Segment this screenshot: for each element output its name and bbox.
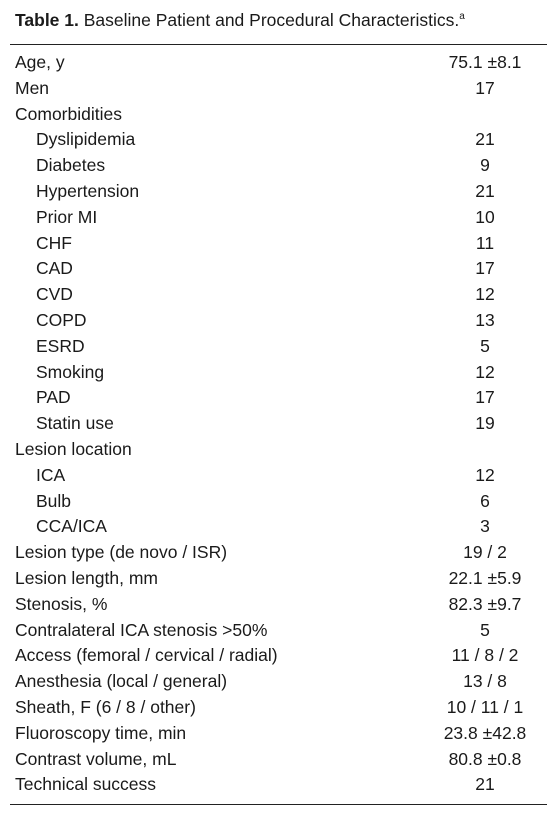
table-row bbox=[0, 540, 557, 566]
row-label: Stenosis, % bbox=[15, 593, 108, 614]
table-title: Baseline Patient and Procedural Characteristics. bbox=[83, 10, 460, 30]
table-row bbox=[0, 282, 557, 308]
table-top-rule bbox=[10, 44, 547, 45]
table-row bbox=[0, 747, 557, 773]
row-value: 13 / 8 bbox=[463, 671, 507, 692]
table-body bbox=[0, 50, 557, 798]
row-value: 21 bbox=[475, 180, 495, 201]
row-label: CAD bbox=[36, 258, 73, 279]
table-row bbox=[0, 463, 557, 489]
row-label: Statin use bbox=[36, 413, 114, 434]
row-label: Anesthesia (local / general) bbox=[15, 671, 228, 692]
row-label: Access (femoral / cervical / radial) bbox=[15, 645, 278, 666]
row-value: 11 / 8 / 2 bbox=[451, 645, 519, 666]
table-row bbox=[0, 179, 557, 205]
table-caption bbox=[15, 10, 465, 31]
table-row bbox=[0, 308, 557, 334]
row-value: 12 bbox=[475, 361, 495, 382]
row-value: 75.1 ±8.1 bbox=[448, 52, 522, 72]
row-value: 6 bbox=[480, 490, 490, 511]
table-row bbox=[0, 205, 557, 231]
row-label: Prior MI bbox=[36, 206, 98, 227]
row-value: 5 bbox=[480, 619, 490, 640]
row-label: Dyslipidemia bbox=[36, 129, 136, 150]
row-value: 13 bbox=[475, 309, 495, 330]
table-row bbox=[0, 721, 557, 747]
row-value: 22.1 ±5.9 bbox=[448, 567, 522, 588]
row-label: Lesion length, mm bbox=[15, 567, 158, 588]
row-label: CCA/ICA bbox=[36, 516, 107, 537]
row-label: ICA bbox=[36, 464, 66, 485]
table-row bbox=[0, 489, 557, 515]
row-value: 11 bbox=[475, 232, 495, 253]
table-row bbox=[0, 695, 557, 721]
row-value: 9 bbox=[480, 155, 490, 176]
footnote-marker: a bbox=[459, 11, 465, 23]
row-label: Smoking bbox=[36, 361, 105, 382]
table-row bbox=[0, 643, 557, 669]
row-label: CVD bbox=[36, 284, 73, 305]
row-value: 10 / 11 / 1 bbox=[446, 696, 524, 717]
row-label: CHF bbox=[36, 232, 72, 253]
row-value: 10 bbox=[475, 206, 495, 227]
table-row bbox=[0, 360, 557, 386]
row-value: 80.8 ±0.8 bbox=[448, 748, 522, 769]
table-bottom-rule bbox=[10, 804, 547, 805]
table-row bbox=[0, 566, 557, 592]
row-value: 3 bbox=[480, 516, 490, 537]
table-row bbox=[0, 385, 557, 411]
row-value: 19 / 2 bbox=[463, 542, 507, 563]
table-row bbox=[0, 669, 557, 695]
row-label: Comorbidities bbox=[15, 103, 122, 124]
row-label: Bulb bbox=[36, 490, 72, 511]
table-row bbox=[0, 76, 557, 102]
row-label: Fluoroscopy time, min bbox=[15, 722, 187, 743]
row-label: Sheath, F (6 / 8 / other) bbox=[15, 696, 196, 717]
row-value: 19 bbox=[475, 413, 495, 434]
row-label: COPD bbox=[36, 309, 87, 330]
table-row bbox=[0, 592, 557, 618]
table-row bbox=[0, 514, 557, 540]
table-row bbox=[0, 437, 557, 463]
row-value: 21 bbox=[475, 774, 495, 795]
row-label: Hypertension bbox=[36, 180, 140, 201]
row-value: 23.8 ±42.8 bbox=[443, 722, 527, 743]
row-value: 82.3 ±9.7 bbox=[448, 593, 522, 614]
table-row bbox=[0, 102, 557, 128]
row-label: Diabetes bbox=[36, 155, 106, 176]
table-row bbox=[0, 334, 557, 360]
table-row bbox=[0, 618, 557, 644]
table-label: Table 1. bbox=[15, 10, 79, 30]
table-row bbox=[0, 256, 557, 282]
row-value: 17 bbox=[475, 77, 495, 98]
row-label: Men bbox=[15, 77, 50, 98]
row-label: Contralateral ICA stenosis >50% bbox=[15, 619, 268, 640]
row-value: 12 bbox=[475, 464, 495, 485]
table-row bbox=[0, 127, 557, 153]
table-row bbox=[0, 231, 557, 257]
table-row bbox=[0, 50, 557, 76]
row-value: 21 bbox=[475, 129, 495, 150]
row-label: ESRD bbox=[36, 335, 85, 356]
table-row bbox=[0, 153, 557, 179]
row-label: Age, y bbox=[15, 52, 65, 72]
row-label: Lesion type (de novo / ISR) bbox=[15, 542, 228, 563]
row-value: 17 bbox=[475, 387, 495, 408]
row-label: Lesion location bbox=[15, 438, 132, 459]
row-value: 12 bbox=[475, 284, 495, 305]
row-value: 17 bbox=[475, 258, 495, 279]
row-value: 5 bbox=[480, 335, 490, 356]
row-label: Contrast volume, mL bbox=[15, 748, 177, 769]
row-label: PAD bbox=[36, 387, 71, 408]
row-label: Technical success bbox=[15, 774, 157, 795]
table-row bbox=[0, 772, 557, 798]
table-row bbox=[0, 411, 557, 437]
